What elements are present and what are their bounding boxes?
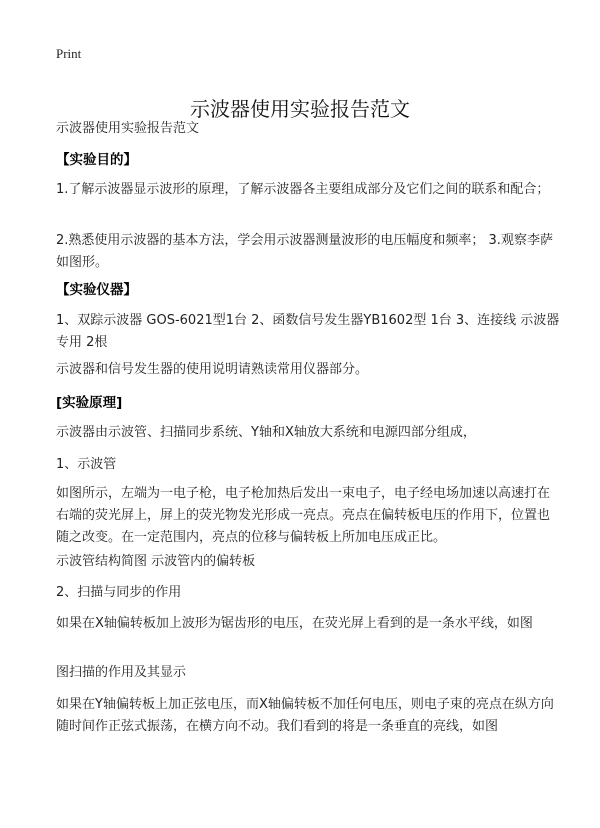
document-subtitle: 示波器使用实验报告范文 — [56, 121, 200, 136]
tube-caption: 示波管结构简图 示波管内的偏转板 — [56, 554, 256, 569]
instruments-list: 1、双踪示波器 GOS-6021型1台 2、函数信号发生器YB1602型 1台 3、连接线 示波器专用 2根 — [56, 313, 560, 350]
purpose-item-1: 1.了解示波器显示波形的原理，了解示波器各主要组成部分及它们之间的联系和配合； — [56, 182, 550, 197]
page-title: 示波器使用实验报告范文 — [190, 97, 410, 122]
section-heading-purpose: 【实验目的】 — [56, 152, 137, 168]
print-link[interactable]: Print — [56, 46, 82, 61]
purpose-item-2: 2.熟悉使用示波器的基本方法，学会用示波器测量波形的电压幅度和频率； 3.观察李萨如图形。 — [56, 233, 553, 270]
subheading-scan: 2、扫描与同步的作用 — [56, 585, 182, 600]
principle-intro: 示波器由示波管、扫描同步系统、Y轴和X轴放大系统和电源四部分组成， — [56, 425, 476, 440]
y-axis-text: 如果在Y轴偏转板上加正弦电压，而X轴偏转板不加任何电压，则电子束的亮点在纵方向随时间作正弦式振荡，在横方向不动。我们看到的将是一条垂直的亮线，如图 — [56, 697, 554, 734]
scan-caption: 图扫描的作用及其显示 — [56, 665, 187, 680]
section-heading-principle: [实验原理] — [56, 395, 123, 411]
tube-text: 如图所示，左端为一电子枪，电子枪加热后发出一束电子，电子经电场加速以高速打在右端的荧光屏上，屏上的荧光物发光形成一亮点。亮点在偏转板电压的作用下，位置也随之改变。在一定范围内，亮点的位移与偏转板上所加电压成正比。 — [56, 486, 551, 545]
scan-text: 如果在X轴偏转板加上波形为锯齿形的电压，在荧光屏上看到的是一条水平线，如图 — [56, 616, 533, 631]
section-heading-instruments: 【实验仪器】 — [56, 282, 137, 298]
subheading-tube: 1、示波管 — [56, 457, 117, 472]
instruments-note: 示波器和信号发生器的使用说明请熟读常用仪器部分。 — [56, 362, 369, 377]
